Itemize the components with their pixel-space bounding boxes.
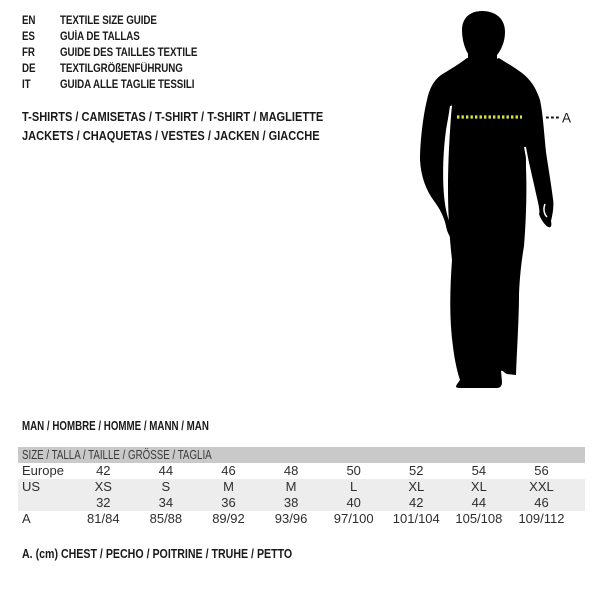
language-list — [22, 13, 222, 93]
table-cell: XXL — [529, 479, 554, 494]
language-row — [22, 29, 222, 45]
table-cell: 56 — [534, 463, 549, 478]
measure-label-a: A — [562, 110, 572, 126]
table-cell: 48 — [283, 463, 299, 478]
measurement-footnote: A. (cm) CHEST / PECHO / POITRINE / TRUHE / PETTO — [22, 547, 293, 561]
table-cell: XL — [408, 479, 425, 494]
table-cell: 54 — [471, 463, 487, 478]
row-label: US — [22, 479, 41, 494]
table-cell: 81/84 — [87, 511, 120, 526]
table-cell: 52 — [409, 463, 424, 478]
table-row-europe — [18, 463, 585, 479]
language-label: GUIDE DES TAILLES TEXTILE — [60, 47, 198, 59]
table-cell: XS — [94, 479, 112, 494]
table-cell: 105/108 — [455, 511, 503, 526]
table-cell: 34 — [158, 495, 174, 510]
table-cell: 46 — [221, 463, 236, 478]
language-label: GUIDA ALLE TAGLIE TESSILI — [60, 79, 195, 91]
table-cell: 85/88 — [149, 511, 183, 526]
table-row-us-numeric — [18, 495, 585, 511]
language-label: TEXTILE SIZE GUIDE — [60, 15, 157, 27]
size-table — [18, 447, 585, 527]
table-cell: 32 — [96, 495, 111, 510]
left-arm-gap — [446, 106, 451, 208]
table-cell: 89/92 — [212, 511, 245, 526]
category-tshirts: T-SHIRTS / CAMISETAS / T-SHIRT / T-SHIRT / MAGLIETTE — [22, 109, 324, 124]
table-cell: XL — [470, 479, 487, 494]
language-row — [22, 45, 222, 61]
body-shape — [420, 58, 553, 388]
language-code: ES — [22, 31, 35, 43]
language-row — [22, 13, 222, 29]
language-code: DE — [22, 63, 36, 75]
table-cell: 50 — [346, 463, 361, 478]
language-code: IT — [22, 79, 31, 91]
table-cell: 42 — [409, 495, 424, 510]
language-code: EN — [22, 15, 36, 27]
table-cell: 40 — [346, 495, 361, 510]
table-cell: 109/112 — [518, 511, 565, 526]
language-row — [22, 77, 222, 93]
table-cell: M — [285, 479, 297, 494]
table-cell: 38 — [283, 495, 299, 510]
table-header — [18, 447, 585, 463]
language-code: FR — [22, 47, 35, 59]
table-row-us — [18, 479, 585, 495]
table-cell: 101/104 — [392, 511, 440, 526]
table-cell: 44 — [471, 495, 487, 510]
table-cell: 44 — [158, 463, 174, 478]
table-row-chest-a — [18, 511, 585, 527]
table-cell: M — [223, 479, 234, 494]
table-cell: S — [161, 479, 171, 494]
table-cell: 42 — [96, 463, 111, 478]
language-row — [22, 61, 222, 77]
right-arm-gap — [525, 147, 538, 215]
table-header-label: SIZE / TALLA / TAILLE / GRÖSSE / TAGLIA — [22, 448, 212, 462]
row-label: A — [22, 511, 31, 526]
section-title: MAN / HOMBRE / HOMME / MANN / MAN — [22, 419, 209, 433]
table-cell: 36 — [221, 495, 236, 510]
language-label: GUÍA DE TALLAS — [60, 31, 140, 43]
row-label — [18, 495, 72, 511]
table-cell: L — [350, 479, 358, 494]
right-hand-thumb-gap — [544, 204, 547, 217]
neck-shape — [468, 44, 497, 66]
table-cell: 46 — [534, 495, 549, 510]
language-label: TEXTILGRÖßENFÜHRUNG — [60, 63, 183, 75]
head-shape — [462, 11, 505, 59]
garment-categories — [22, 107, 376, 145]
table-cell: 97/100 — [333, 511, 374, 526]
category-jackets: JACKETS / CHAQUETAS / VESTES / JACKEN / GIACCHE — [22, 128, 320, 143]
table-cell: 93/96 — [274, 511, 308, 526]
row-label: Europe — [22, 463, 64, 478]
